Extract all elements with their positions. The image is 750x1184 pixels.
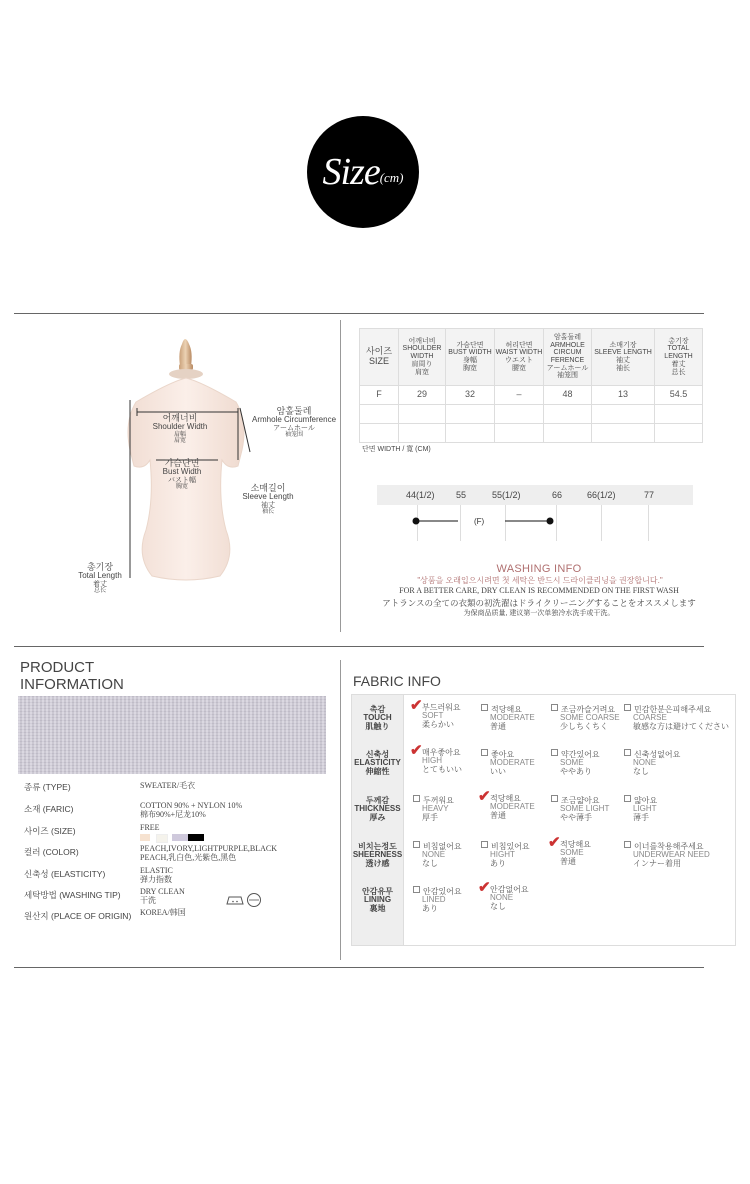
washing-text-ko: "상품을 오래입으시려면 첫 세탁은 반드시 드라이클리닝을 권장합니다." (417, 576, 663, 585)
size-header: 사이즈 SIZE (360, 329, 399, 386)
fabric-option: 비침없어요 NONE なし (413, 841, 462, 868)
col-sleeve: 소매기장 SLEEVE LENGTH 袖丈 袖长 (592, 329, 655, 386)
bottom-divider (14, 967, 704, 968)
fabric-category: 비치는정도 SHEERNESS 透け感 (352, 842, 403, 868)
fabric-label: 소재 (FARIC) (24, 804, 74, 814)
checkbox-icon (413, 841, 420, 848)
washing-title: WASHING INFO (496, 563, 582, 575)
color-swatch-peach (140, 834, 150, 841)
fabric-option: 민감한분은피해주세요 COARSE 敏感な方は避けてください (624, 704, 729, 731)
lower-center-divider (340, 660, 341, 960)
fabric-option: 조금얇아요 SOME LIGHT やや薄手 (551, 795, 609, 822)
size-badge-unit: (cm) (379, 170, 404, 185)
scale-label: 77 (644, 490, 655, 500)
fabric-category: 신축성 ELASTICITY 伸縮性 (354, 750, 401, 776)
type-label: 종류 (TYPE) (24, 782, 71, 792)
check-icon: ✔ (548, 834, 561, 851)
fabric-option: ✔ 부드러워요 SOFT 柔らかい (410, 697, 461, 729)
color-swatch-ivory (156, 834, 168, 843)
washing-tip-label: 세탁방법 (WASHING TIP) (24, 890, 121, 900)
fabric-option: 이너를착용해주세요 UNDERWEAR NEED インナー着用 (624, 841, 710, 868)
product-info-title: PRODUCT INFORMATION (20, 659, 124, 693)
bust-width-label: 가슴단면 Bust Width バスト幅 胸宽 (162, 458, 202, 491)
size-range-indicator (410, 514, 560, 528)
origin-label: 원산지 (PLACE OF ORIGIN) (24, 911, 132, 921)
scale-label: 44(1/2) (406, 490, 435, 500)
armhole-label: 암홀둘레 Armhole Circumference アームホール 袖笼围 (251, 406, 337, 439)
fabric-option: 안감있어요 LINED あり (413, 886, 462, 913)
col-total: 총기장 TOTAL LENGTH 着丈 总长 (655, 329, 703, 386)
fabric-swatch-image (18, 696, 326, 774)
checkbox-icon (551, 795, 558, 802)
fabric-option: 두꺼워요 HEAVY 厚手 (413, 795, 454, 822)
fabric-option: 얇아요 LIGHT 薄手 (624, 795, 657, 822)
col-shoulder: 어깨너비 SHOULDER WIDTH 肩周り 肩宽 (399, 329, 446, 386)
elasticity-label: 신축성 (ELASTICITY) (24, 869, 106, 879)
dry-clean-icon (248, 894, 261, 907)
scale-label: 55 (456, 490, 467, 500)
check-icon: ✔ (478, 788, 491, 805)
washing-text-zh: 为保商品质量, 建议第一次单独冷水洗手或干洗。 (463, 610, 615, 617)
checkbox-icon (413, 795, 420, 802)
scale-label: 55(1/2) (492, 490, 521, 500)
type-value: SWEATER/毛衣 (140, 781, 196, 790)
table-note: 단면 WIDTH / 寛 (CM) (362, 446, 431, 453)
table-row-empty (360, 405, 703, 424)
sleeve-length-label: 소매길이 Sleeve Length 袖丈 袖长 (242, 483, 294, 516)
col-waist: 허리단면 WAIST WIDTH ウエスト 腰宽 (495, 329, 544, 386)
color-value: PEACH,IVORY,LIGHTPURPLE,BLACK PEACH,乳白色,光紫色,黑色 (140, 844, 277, 863)
color-label: 컬러 (COLOR) (24, 847, 79, 857)
size-label: 사이즈 (SIZE) (24, 826, 76, 836)
checkbox-icon (624, 749, 631, 756)
fabric-option: 비침있어요 HIGHT あり (481, 841, 530, 868)
size-value: FREE (140, 823, 160, 832)
elasticity-value: ELASTIC 弹力指数 (140, 866, 173, 885)
check-icon: ✔ (410, 742, 423, 759)
checkbox-icon (481, 841, 488, 848)
mid-divider (14, 646, 704, 647)
checkbox-icon (481, 749, 488, 756)
size-badge-main: Size (322, 151, 380, 193)
checkbox-icon (481, 704, 488, 711)
col-bust: 가슴단면 BUST WIDTH 身幅 胸宽 (446, 329, 495, 386)
size-table (359, 328, 703, 443)
shoulder-width-label: 어깨너비 Shoulder Width 肩幅 肩宽 (152, 413, 208, 445)
checkbox-icon (624, 795, 631, 802)
fabric-option: ✔ 적당해요 MODERATE 普通 (478, 788, 535, 820)
fabric-option: ✔ 안감없어요 NONE なし (478, 879, 529, 911)
scale-label: 66 (552, 490, 563, 500)
checkbox-icon (413, 886, 420, 893)
checkbox-icon (624, 841, 631, 848)
check-icon: ✔ (478, 879, 491, 896)
fabric-category: 안감유무 LINING 裏地 (362, 887, 393, 913)
center-divider (340, 320, 341, 632)
checkbox-icon (551, 749, 558, 756)
table-row: F 29 32 – 48 13 54.5 (360, 386, 703, 405)
total-length-label: 총기장 Total Length 着丈 总长 (78, 562, 122, 595)
washing-text-jp: アトランスの全ての衣類の初洗濯はドライクリーニングすることをオススメします (382, 598, 696, 608)
fabric-option: 조금까슬거려요 SOME COARSE 少しちくちく (551, 704, 620, 731)
origin-value: KOREA/韩国 (140, 908, 186, 917)
fabric-category: 촉감 TOUCH 肌触り (363, 705, 392, 731)
fabric-value: COTTON 90% + NYLON 10% 棉布90%+尼龙10% (140, 801, 243, 820)
fabric-option: 신축성없어요 NONE なし (624, 749, 680, 776)
top-divider (14, 313, 704, 314)
size-range-marker: (F) (474, 517, 485, 526)
fabric-category: 두께감 THICKNESS 厚み (354, 796, 401, 822)
fabric-option: ✔ 매우좋아요 HIGH とてもいい (410, 742, 462, 774)
color-swatch-lightpurple (172, 834, 188, 841)
fabric-option: 좋아요 MODERATE いい (481, 749, 535, 776)
fabric-info-title: FABRIC INFO (353, 673, 441, 689)
washing-tip-value: DRY CLEAN 干洗 (140, 887, 185, 906)
checkbox-icon (624, 704, 631, 711)
fabric-option: ✔ 적당해요 SOME 普通 (548, 834, 591, 866)
check-icon: ✔ (410, 697, 423, 714)
checkbox-icon (551, 704, 558, 711)
care-icons (225, 891, 265, 909)
fabric-option: 약간있어요 SOME ややあり (551, 749, 600, 776)
iron-icon (227, 897, 243, 904)
size-badge (307, 116, 419, 228)
color-swatch-black (188, 834, 204, 841)
fabric-info-table (351, 694, 736, 946)
table-row-empty (360, 424, 703, 443)
scale-label: 66(1/2) (587, 490, 616, 500)
washing-text-en: FOR A BETTER CARE, DRY CLEAN IS RECOMMENDED ON THE FIRST WASH (399, 586, 679, 595)
col-armhole: 암홀둘레 ARMHOLE CIRCUM FERENCE アームホール 袖笼围 (544, 329, 592, 386)
fabric-option: 적당해요 MODERATE 普通 (481, 704, 535, 731)
